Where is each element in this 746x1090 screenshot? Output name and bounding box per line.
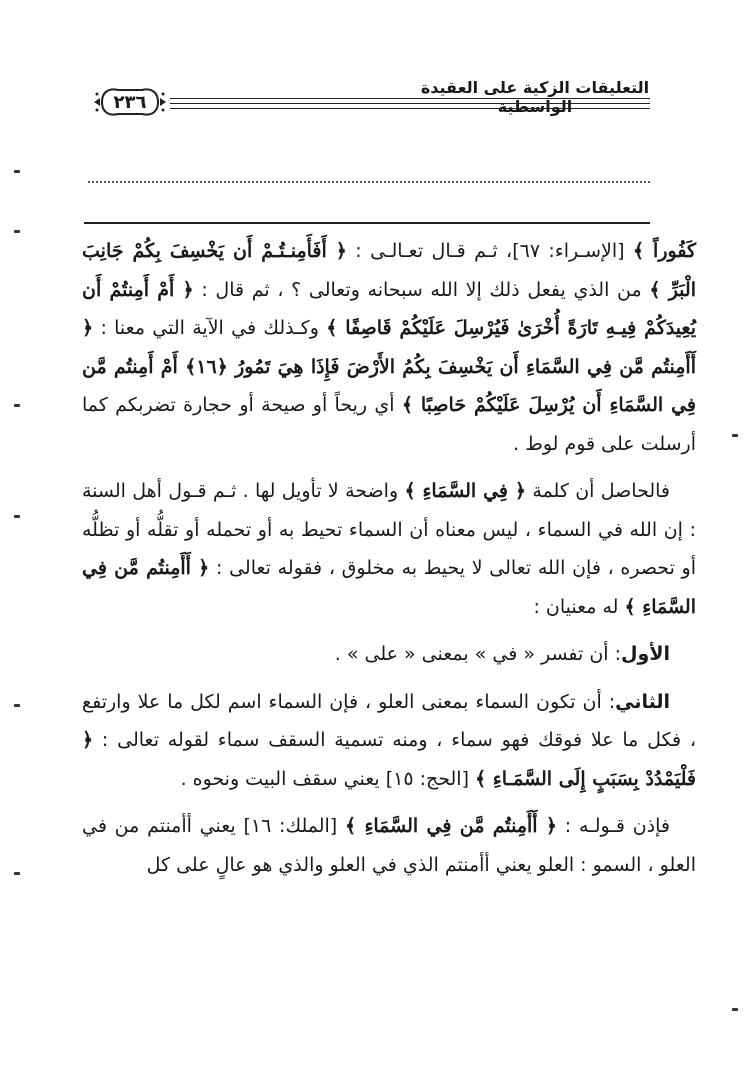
paragraph [82, 683, 696, 799]
margin-mark [14, 170, 20, 173]
margin-mark [14, 515, 20, 518]
body-text: [الملك: ١٦] يعني أأمنتم من في العلو ، السمو : العلو يعني أأمنتم الذي في العلو والذي هو عالٍ على كل [82, 815, 696, 876]
paragraph [82, 807, 696, 884]
margin-mark [14, 872, 20, 875]
running-header-title: التعليقات الزكية على العقيدة الواسطية [420, 78, 650, 116]
quran-verse: ﴿ أَفَأَمِنـتُـمْ أَن يَخْسِفَ بِكُمْ جَانِبَ الْبَرِّ ﴾ [82, 240, 696, 301]
margin-mark [14, 704, 20, 707]
quran-verse: ﴿ فَلْيَمْدُدْ بِسَبَبٍ إِلَى السَّمَـاءِ ﴾ [82, 729, 696, 790]
body-text: أي ريحاً أو صيحة أو حجارة تضربكم كما أرسلت على قوم لوط . [82, 394, 696, 455]
body-text: [الحج: ١٥] يعني سقف البيت ونحوه . [180, 767, 476, 790]
body-text: [الإسـراء: ٦٧]، ثـم قـال تعـالـى : [346, 240, 633, 262]
main-text [82, 232, 696, 884]
quran-verse: ﴿ أَمْ أَمِنتُمْ أَن يُعِيدَكُمْ فِيـهِ تَارَةً أُخْرَىٰ فَيُرْسِلَ عَلَيْكُمْ قَاصِفًا ﴾ [82, 278, 696, 339]
page-number: ٢٣٦ [113, 91, 147, 113]
header-rule [170, 108, 650, 109]
paragraph [82, 232, 696, 463]
body-text: فإذن قـولـه : [557, 815, 671, 837]
body-text: وكـذلك في الآية التي معنا : [93, 317, 327, 339]
quran-verse: ﴿ فِي السَّمَاءِ ﴾ [404, 480, 527, 502]
body-text: : أن تكون السماء بمعنى العلو ، فإن السماء اسم لكل ما علا وارتفع ، فكل ما علا فوقك فهو سماء ، ومنه تسمية السقف سماء لقوله تعالى : [82, 690, 696, 751]
quran-verse: ﴿ أَأَمِنتُم مَّن فِي السَّمَاءِ ﴾ [344, 815, 558, 837]
header-rule [170, 98, 650, 99]
quran-verse: ﴿ أَأَمِنتُم مَّن فِي السَّمَاءِ ﴾ [82, 557, 696, 618]
margin-mark [732, 1008, 738, 1011]
margin-mark [14, 230, 20, 233]
page-number-badge [92, 86, 168, 118]
dotted-separator [88, 181, 650, 183]
paragraph [82, 635, 696, 674]
point-label: الثاني [615, 690, 670, 713]
body-text: له معنيان : [533, 595, 625, 618]
header-rule [170, 103, 650, 104]
section-rule [84, 222, 650, 224]
margin-mark [732, 434, 738, 437]
body-text: : أن تفسر « في » بمعنى « على » . [334, 643, 622, 665]
quran-verse: ﴿ أَأَمِنتُم مَّن فِي السَّمَاءِ أَن يَخْسِفَ بِكُمُ الأَرْضَ فَإِذَا هِيَ تَمُورُ ﴿١٦﴾ أَمْ أَمِنتُم مَّن فِي السَّمَاءِ أَن يُرْسِلَ عَلَيْكُمْ حَاصِبًا ﴾ [82, 317, 696, 416]
quran-verse: كَفُوراً ﴾ [632, 240, 696, 262]
margin-mark [14, 404, 20, 407]
paragraph [82, 472, 696, 626]
body-text: من الذي يفعل ذلك إلا الله سبحانه وتعالى ؟ ، ثم قال : [193, 278, 650, 301]
body-text: فالحاصل أن كلمة [526, 480, 670, 502]
point-label: الأول [621, 643, 670, 665]
body-text: واضحة لا تأويل لها . ثـم قـول أهل السنة : إن الله في السماء ، ليس معناه أن السماء تحيط به أو تحمله أو تقلُّه أو تظلُّه أو تحصره ، فإن الله تعالى لا يحيط به مخلوق ، فقوله تعالى : [82, 480, 697, 579]
